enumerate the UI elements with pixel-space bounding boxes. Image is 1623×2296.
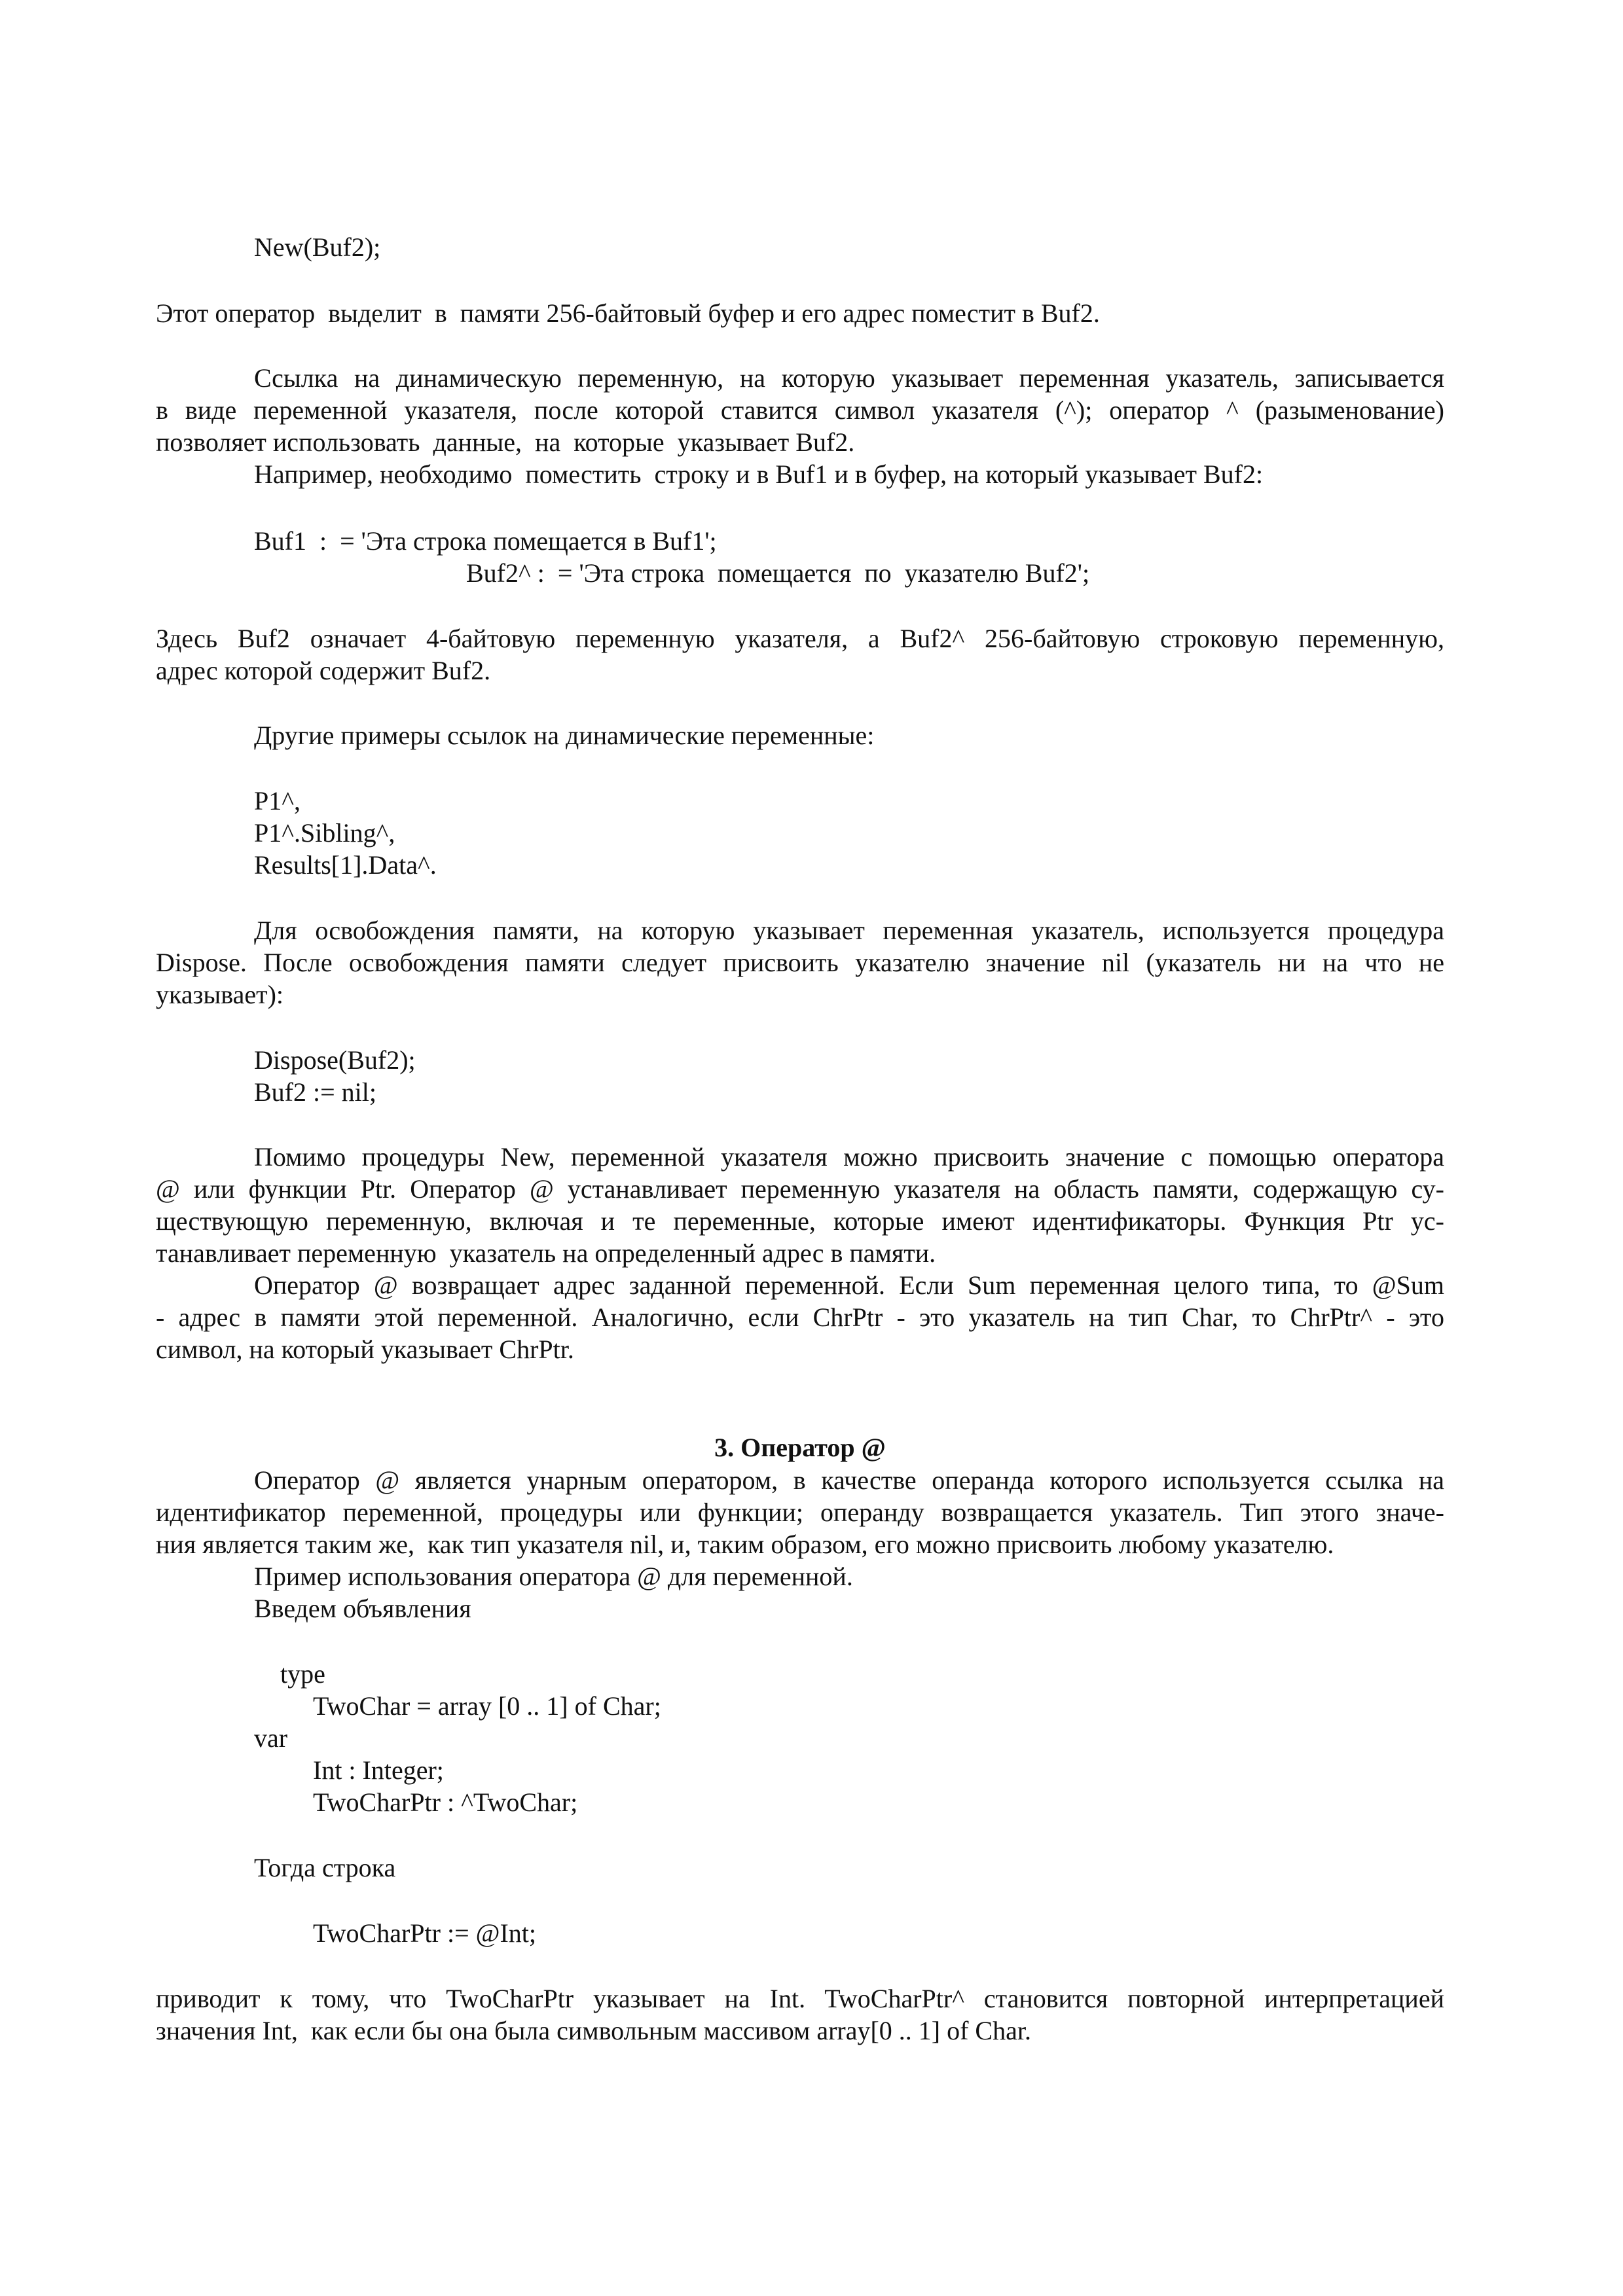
paragraph-dereference-line-2: в виде переменной указателя, после которой ставится символ указателя (^); оператор ^ (разыменование): [156, 395, 1444, 425]
code-new-buf2: New(Buf2);: [254, 232, 381, 262]
paragraph-dereference-line-3: позволяет использовать данные, на которые указывает Buf2.: [156, 427, 855, 457]
paragraph-other-examples: Другие примеры ссылок на динамические переменные:: [254, 721, 875, 750]
code-type-keyword: type: [280, 1659, 325, 1689]
code-dispose-line: Buf2 := nil;: [254, 1077, 377, 1107]
code-var-keyword: var: [254, 1723, 288, 1753]
paragraph-result-line-2: значения Int, как если бы она была символьным массивом array[0 .. 1] of Char.: [156, 2016, 1031, 2045]
paragraph-then-line: Тогда строка: [254, 1853, 396, 1882]
paragraph-result-line-1: приводит к тому, что TwoCharPtr указывает на Int. TwoCharPtr^ становится повторной интерпретацией: [156, 1984, 1444, 2013]
code-ref-line: Results[1].Data^.: [254, 850, 437, 880]
paragraph-dispose-line-3: указывает):: [156, 980, 284, 1009]
code-assign-buf1: Buf1 : = 'Эта строка помещается в Buf1';: [254, 526, 717, 556]
code-ref-line: P1^,: [254, 786, 301, 816]
paragraph-at-operator-line-2: - адрес в памяти этой переменной. Аналогично, если ChrPtr - это указатель на тип Char, то ChrPtr^ - это: [156, 1302, 1444, 1332]
paragraph-buf2-meaning-line-2: адрес которой содержит Buf2.: [156, 656, 491, 685]
code-var-declaration: Int : Integer;: [313, 1755, 444, 1785]
paragraph-ptr-line-2: @ или функции Ptr. Оператор @ устанавливает переменную указателя на область памяти, содержащую су-: [156, 1174, 1444, 1204]
paragraph-unary-line-3: ния является таким же, как тип указателя nil, и, таким образом, его можно присвоить любому указателю.: [156, 1530, 1334, 1559]
paragraph-new-description: Этот оператор выделит в памяти 256-байтовый буфер и его адрес поместит в Buf2.: [156, 298, 1100, 328]
code-var-declaration: TwoCharPtr : ^TwoChar;: [313, 1787, 578, 1817]
paragraph-example-intro: Например, необходимо поместить строку и в Buf1 и в буфер, на который указывает Buf2:: [254, 459, 1264, 489]
paragraph-unary-line-2: идентификатор переменной, процедуры или функции; операнду возвращается указатель. Тип этого значе-: [156, 1498, 1444, 1527]
code-dispose-line: Dispose(Buf2);: [254, 1045, 416, 1075]
paragraph-dereference-line-1: Ссылка на динамическую переменную, на которую указывает переменная указатель, записывается: [254, 363, 1444, 393]
code-ref-line: P1^.Sibling^,: [254, 818, 395, 848]
paragraph-usage-example: Пример использования оператора @ для переменной.: [254, 1562, 853, 1591]
paragraph-ptr-line-4: танавливает переменную указатель на определенный адрес в памяти.: [156, 1238, 936, 1268]
paragraph-ptr-line-3: ществующую переменную, включая и те переменные, которые имеют идентификаторы. Функция Ptr ус-: [156, 1206, 1444, 1236]
paragraph-dispose-line-2: Dispose. После освобождения памяти следует присвоить указателю значение nil (указатель ни на что не: [156, 948, 1444, 977]
paragraph-unary-line-1: Оператор @ является унарным оператором, в качестве операнда которого используется ссылка на: [254, 1465, 1444, 1495]
paragraph-declarations-intro: Введем объявления: [254, 1594, 471, 1623]
code-type-declaration: TwoChar = array [0 .. 1] of Char;: [313, 1691, 661, 1721]
paragraph-dispose-line-1: Для освобождения памяти, на которую указывает переменная указатель, используется процедура: [254, 916, 1444, 945]
paragraph-at-operator-line-1: Оператор @ возвращает адрес заданной переменной. Если Sum переменная целого типа, то @Sum: [254, 1270, 1444, 1300]
section-heading: 3. Оператор @: [714, 1433, 886, 1462]
code-assign-buf2: Buf2^ : = 'Эта строка помещается по указателю Buf2';: [466, 558, 1090, 588]
paragraph-at-operator-line-3: символ, на который указывает ChrPtr.: [156, 1335, 574, 1364]
paragraph-buf2-meaning-line-1: Здесь Buf2 означает 4-байтовую переменную указателя, а Buf2^ 256-байтовую строковую переменную,: [156, 624, 1444, 653]
code-ptr-assignment: TwoCharPtr := @Int;: [313, 1918, 537, 1948]
paragraph-ptr-line-1: Помимо процедуры New, переменной указателя можно присвоить значение с помощью оператора: [254, 1142, 1444, 1172]
